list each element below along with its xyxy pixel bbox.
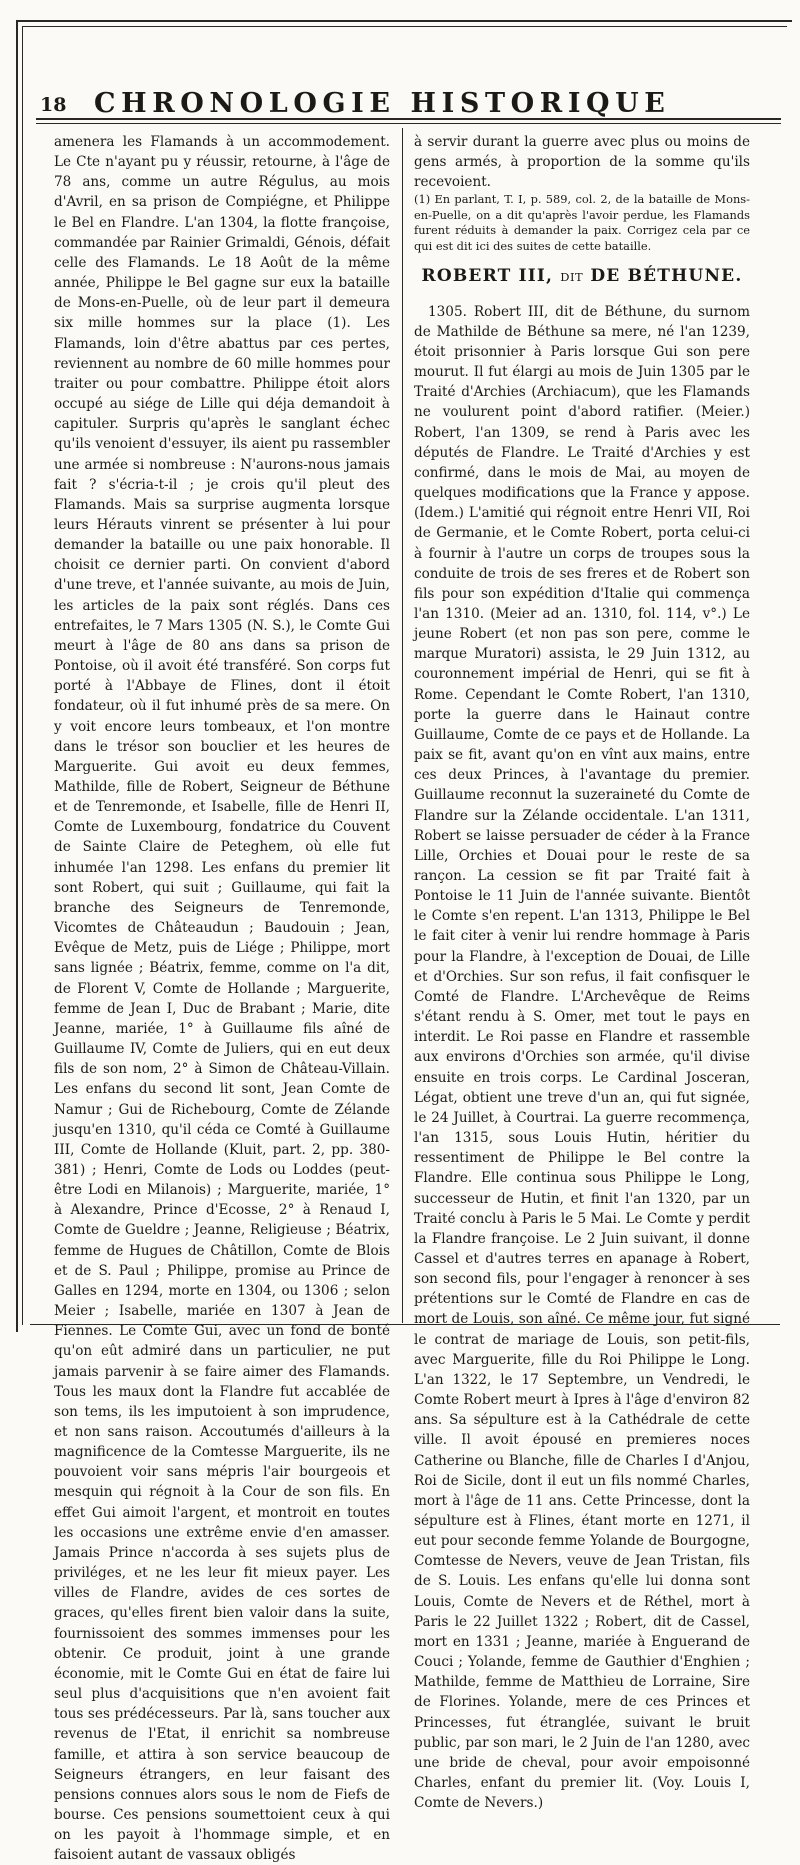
left-column-text: amenera les Flamands à un accommodement. Le Cte n'ayant pu y réussir, retourne, à l'âge de 78 ans, comme un autre Régulus, au mois d'Avril, en sa prison de Compiégne, et Philippe le Bel en Flandre. L'an 1304, la flotte françoise, commandée par Rainier Grimaldi, Génois, défait celle des Flamands. Le 18 Août de la même année, Philippe le Bel gagne sur eux la bataille de Mons-en-Puelle, où de leur part il demeura six mille hommes sur la place (1). Les Flamands, loin d'être abattus par ces pertes, reviennent au nombre de 60 mille hommes pour traiter ou pour combattre. Philippe étoit alors occupé au siége de Lille qui déja demandoit à capituler. Surpris qu'après le sanglant échec qu'ils venoient d'essuyer, ils aient pu rassembler une armée si nombreuse : N'aurons-nous jamais fait ? s'écria-t-il ; je crois qu'il pleut des Flamands. Mais sa surprise augmenta lorsque leurs Hérauts vinrent se présenter à lui pour demander la bataille ou une paix honorable. Il choisit ce dernier parti. On convient d'abord d'une treve, et l'année suivante, au mois de Juin, les articles de la paix sont réglés. Dans ces entrefaites, le 7 Mars 1305 (N. S.), le Comte Gui meurt à l'âge de 80 ans dans sa prison de Pontoise, où il avoit été transféré. Son corps fut porté à l'Abbaye de Flines, dont il étoit fondateur, où il fut inhumé près de sa mere. On y voit encore leurs tombeaux, et l'on montre dans le trésor son bouclier et les heures de Marguerite. Gui avoit eu deux femmes, Mathilde, fille de Robert, Seigneur de Béthune et de Tenremonde, et Isabelle, fille de Henri II, Comte de Luxembourg, fondatrice du Couvent de Sainte Claire de Peteghem, où elle fut inhumée l'an 1298. Les enfans du premier lit sont Robert, qui suit ; Guillaume, qui fait la branche des Seigneurs de Tenremonde, Vicomtes de Châteaudun ; Baudouin ; Jean, Evêque de Metz, puis de Liége ; Philippe, mort sans lignée ; Béatrix, femme, comme on l'a dit, de Florent V, Comte de Hollande ; Marguerite, femme de Jean I, Duc de Brabant ; Marie, dite Jeanne, mariée, 1° à Guillaume fils aîné de Guillaume IV, Comte de Juliers, qui en eut deux fils de son nom, 2° à Simon de Château-Villain. Les enfans du second lit sont, Jean Comte de Namur ; Gui de Richebourg, Comte de Zélande jusqu'en 1310, qu'il céda ce Comté à Guillaume III, Comte de Hollande (Kluit, part. 2, pp. 380-381) ; Henri, Comte de Lods ou Loddes (peut-être Lodi en Milanois) ; Marguerite, mariée, 1° à Alexandre, Prince d'Ecosse, 2° à Renaud I, Comte de Gueldre ; Jeanne, Religieuse ; Béatrix, femme de Hugues de Châtillon, Comte de Blois et de S. Paul ; Philippe, promise au Prince de Galles en 1294, morte en 1304, ou 1306 ; selon Meier ; Isabelle, mariée en 1307 à Jean de Fiennes. Le Comte Gui, avec un fond de bonté qu'on eût admiré dans un particulier, ne put jamais parvenir à se faire aimer des Flamands. Tous les maux dont la Flandre fut accablée de son tems, ils les imputoient à son imprudence, et non sans raison. Accoutumés d'ailleurs à la magnificence de la Comtesse Marguerite, ils ne pouvoient voir sans mépris l'air bourgeois et mesquin qui régnoit à la Cour de son fils. En effet Gui aimoit l'argent, et montroit en toutes les occasions une extrême envie d'en amasser. Jamais Prince n'accorda à ses sujets plus de priviléges, et ne les leur fit mieux payer. Les villes de Flandre, avides de ces sortes de graces, qu'elles firent bien valoir dans la suite, fournissoient des sommes immenses pour les obtenir. Ce produit, joint à une grande économie, mit le Comte Gui en état de faire lui seul plus d'acquisitions que n'en avoient fait tous ses prédécesseurs. Par là, sans toucher aux revenus de l'Etat, il enrichit sa nombreuse famille, et attira à son service beaucoup de Seigneurs étrangers, en leur faisant des pensions connues alors sous le nom de Fiefs de bourse. Ces pensions soumettoient ceux à qui on les payoit à l'hommage simple, et en faisoient autant de vassaux obligés (54, 134, 390, 1864)
section-heading-house: DE BÉTHUNE. (590, 266, 743, 287)
running-head: CHRONOLOGIE HISTORIQUE (94, 88, 671, 119)
section-body: 1305. Robert III, dit de Béthune, du surnom de Mathilde de Béthune sa mere, né l'an 1239, étoit prisonnier à Paris lorsque Gui son pere mourut. Il fut élargi au mois de Juin 1305 par le Traité d'Archies (Archiacum), que les Flamands ne voulurent point d'abord ratifier. (Meier.) Robert, l'an 1309, se rend à Paris avec les députés de Flandre. Le Traité d'Archies y est confirmé, dans le mois de Mai, au moyen de quelques modifications que la France y appose. (Idem.) L'amitié qui régnoit entre Henri VII, Roi de Germanie, et le Comte Robert, porta celui-ci à fournir à l'autre un corps de troupes sous la conduite de trois de ses freres et de Robert son fils pour son expédition d'Italie qui commença l'an 1310. (Meier ad an. 1310, fol. 114, v°.) Le jeune Robert (et non pas son pere, comme le marque Muratori) assista, le 29 Juin 1312, au couronnement impérial de Henri, qui se fit à Rome. Cependant le Comte Robert, l'an 1310, porte la guerre dans le Hainaut contre Guillaume, Comte de ce pays et de Hollande. La paix se fit, avant qu'on en vînt aux mains, entre ces deux Princes, à l'avantage du premier. Guillaume reconnut la suzeraineté du Comte de Flandre sur la Zélande occidentale. L'an 1311, Robert se laisse persuader de céder à la France Lille, Orchies et Douai pour le reste de sa rançon. La cession se fit par Traité fait à Pontoise le 11 Juin de l'année suivante. Bientôt le Comte s'en repent. L'an 1313, Philippe le Bel le fait citer à venir lui rendre hommage à Paris pour la Flandre, à l'exception de Douai, de Lille et d'Orchies. Sur son refus, il fait confisquer le Comté de Flandre. L'Archevêque de Reims s'étant rendu à S. Omer, met tout le pays en interdit. Le Roi passe en Flandre et rassemble aux environs d'Orchies son armée, qu'il divise ensuite en trois corps. Le Cardinal Josceran, Légat, obtient une treve d'un an, qui fut signée, le 24 Juillet, à Courtrai. La guerre recommença, l'an 1315, sous Louis Hutin, héritier du ressentiment de Philippe le Bel contre la Flandre. Elle continua sous Philippe le Long, successeur de Hutin, et finit l'an 1320, par un Traité conclu à Paris le 5 Mai. Le Comte y perdit la Flandre françoise. Le 2 Juin suivant, il donne Cassel et d'autres terres en apanage à Robert, son second fils, pour l'engager à renoncer à ses prétentions sur le Comté de Flandre en cas de mort de Louis, son aîné. Ce même jour, fut signé le contrat de mariage de Louis, son petit-fils, avec Marguerite, fille du Roi Philippe le Long. L'an 1322, le 17 Septembre, un Vendredi, le Comte Robert meurt à Ipres à l'âge d'environ 82 ans. Sa sépulture est à la Cathédrale de cette ville. Il avoit épousé en premieres noces Catherine ou Blanche, fille de Charles I d'Anjou, Roi de Sicile, dont il eut un fils nommé Charles, mort à l'âge de 11 ans. Cette Princesse, dont la sépulture est à Flines, étant morte en 1271, il eut pour seconde femme Yolande de Bourgogne, Comtesse de Nevers, veuve de Jean Tristan, fils de S. Louis. Les enfans qu'elle lui donna sont Louis, Comte de Nevers et de Réthel, mort à Paris le 22 Juillet 1322 ; Robert, dit de Cassel, mort en 1331 ; Jeanne, mariée à Enguerand de Couci ; Yolande, femme de Gauthier d'Enghien ; Mathilde, femme de Matthieu de Lorraine, Sire de Florines. Yolande, mere de ces Princes et Princesses, fut étranglée, suivant le bruit public, par son mari, le 2 Juin de l'an 1280, avec une bride de cheval, pour avoir empoisonné Charles, enfant du premier lit. (Voy. Louis I, Comte de Nevers.) (414, 303, 750, 1812)
page-bottom-rule (30, 1324, 780, 1325)
column-divider (402, 128, 403, 1323)
header-rule (36, 118, 781, 124)
left-column (54, 132, 390, 1865)
section-heading-name: ROBERT III, (421, 266, 554, 287)
section-heading-dit: DIT (560, 270, 584, 285)
right-column (414, 132, 750, 1813)
section-heading (414, 266, 750, 287)
page-number: 18 (40, 94, 67, 116)
right-column-continuation: à servir durant la guerre avec plus ou moins de gens armés, à proportion de la somme qu'ils recevoient. (414, 134, 750, 191)
footnote: (1) En parlant, T. I, p. 589, col. 2, de la bataille de Mons-en-Puelle, on a dit qu'après l'avoir perdue, les Flamands furent réduits à demander la paix. Corrigez cela par ce qui est dit ici des suites de cette bataille. (414, 192, 750, 253)
